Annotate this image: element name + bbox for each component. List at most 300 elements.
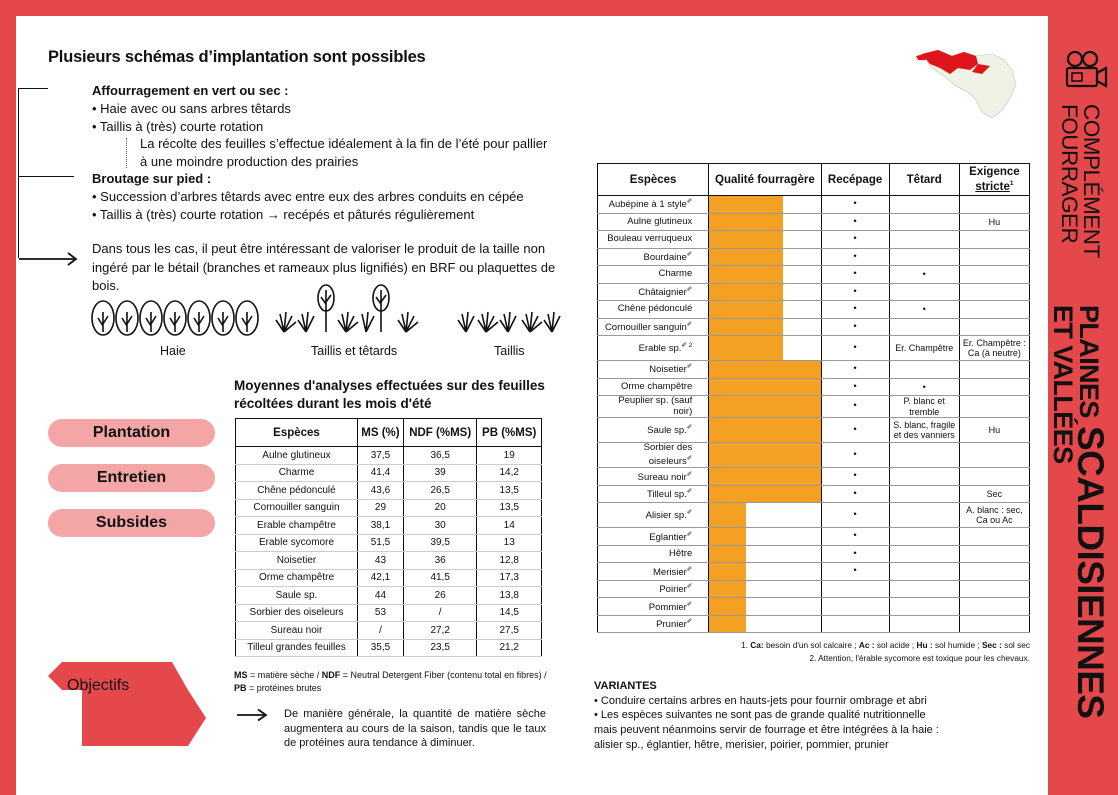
column-header: MS (%) <box>358 419 404 447</box>
table-row <box>236 569 542 587</box>
recepage-cell: • <box>821 468 889 486</box>
note-text: sol sec <box>1001 640 1030 650</box>
species-name-cell <box>598 528 709 546</box>
column-header: PB (%MS) <box>477 419 542 447</box>
quality-bar <box>709 196 782 213</box>
table-cell: Orme champêtre <box>236 569 358 587</box>
species-name-cell <box>598 545 709 563</box>
table-cell: 29 <box>358 499 404 517</box>
table-cell: 12,8 <box>477 552 542 570</box>
table-row <box>236 482 542 500</box>
intro-text: Dans tous les cas, il peut être intéressant de valoriser le produit de la taille non ingéré par le bétail (branches et rameaux plus lignifiés) en BRF ou plaquettes de bois. <box>92 241 556 293</box>
table-row <box>236 534 542 552</box>
species-mark: ✐ <box>686 424 693 432</box>
species-name-cell <box>598 598 709 616</box>
table-cell: 27,2 <box>403 622 477 640</box>
table-cell: Erable champêtre <box>236 517 358 535</box>
species-mark: ✐ <box>686 618 693 626</box>
quality-bar <box>709 249 782 266</box>
species-name: Bourdaine <box>643 252 687 264</box>
quality-cell <box>709 378 821 396</box>
main-title: Plusieurs schémas d’implantation sont possibles <box>48 48 426 66</box>
species-name-cell <box>598 615 709 633</box>
quality-cell <box>709 580 821 598</box>
side-title-line: FOURRAGER <box>1057 104 1082 244</box>
tetard-cell <box>889 563 959 581</box>
quality-cell <box>709 231 821 249</box>
tetard-cell <box>889 213 959 231</box>
exigence-cell <box>959 361 1029 379</box>
variantes-line: alisier sp., églantier, hêtre, merisier, poirier, pommier, prunier <box>594 738 889 751</box>
species-mark: ✐ <box>686 285 693 293</box>
conclusion-arrow-icon <box>236 708 268 722</box>
subsides-button[interactable]: Subsides <box>48 509 215 537</box>
side-title-line: ET VALLÉES <box>1048 305 1078 464</box>
quality-cell <box>709 248 821 266</box>
table-row <box>598 283 1030 301</box>
table-row <box>598 301 1030 319</box>
exigence-cell <box>959 378 1029 396</box>
note-line: à une moindre production des prairies <box>140 154 359 170</box>
exigence-cell <box>959 528 1029 546</box>
tetard-cell: Er. Champêtre <box>889 336 959 361</box>
table-row <box>598 485 1030 503</box>
exigence-cell <box>959 615 1029 633</box>
species-name: Aulne glutineux <box>627 215 693 227</box>
table-cell: 23,5 <box>403 639 477 657</box>
quality-cell <box>709 213 821 231</box>
species-name-cell <box>598 361 709 379</box>
tetard-cell <box>889 196 959 214</box>
quality-cell <box>709 318 821 336</box>
recepage-cell: • <box>821 503 889 528</box>
exigence-cell <box>959 231 1029 249</box>
bracket-line-middle <box>18 176 74 177</box>
list-item: • Haie avec ou sans arbres têtards <box>92 100 291 116</box>
table-cell: 41,4 <box>358 464 404 482</box>
recepage-cell: • <box>821 485 889 503</box>
table-row <box>598 418 1030 443</box>
species-name: Aubépine à 1 style <box>608 199 687 211</box>
tetard-cell <box>889 615 959 633</box>
recepage-cell: • <box>821 318 889 336</box>
table-row <box>236 499 542 517</box>
section-heading: Affourragement en vert ou sec : <box>92 83 289 98</box>
table-cell: 14,5 <box>477 604 542 622</box>
note-text: sol acide ; <box>874 640 917 650</box>
species-name: Pommier <box>648 601 687 613</box>
table-row <box>598 378 1030 396</box>
table-cell: Sorbier des oiseleurs <box>236 604 358 622</box>
species-name-cell <box>598 580 709 598</box>
species-name: Cornouiller sanguin <box>604 322 687 334</box>
variantes-line: • Conduire certains arbres en hauts-jets pour fournir ombrage et abri <box>594 694 927 707</box>
exigence-cell <box>959 196 1029 214</box>
exigence-cell <box>959 443 1029 468</box>
table-row <box>598 231 1030 249</box>
table-cell: Chêne pédonculé <box>236 482 358 500</box>
table-row <box>598 443 1030 468</box>
species-name: Charme <box>658 268 693 279</box>
table-cell: 36 <box>403 552 477 570</box>
recepage-cell: • <box>821 418 889 443</box>
table-cell: 51,5 <box>358 534 404 552</box>
table-row <box>236 552 542 570</box>
side-title-scaldisiennes: SCALDISIENNES <box>1070 426 1111 719</box>
species-name: Chêne pédonculé <box>617 303 693 314</box>
recepage-cell: • <box>821 396 889 418</box>
quality-cell <box>709 468 821 486</box>
quality-bar <box>709 396 820 417</box>
note-text: sol humide ; <box>932 640 983 650</box>
table-cell: 36,5 <box>403 447 477 465</box>
table-row <box>598 266 1030 284</box>
table-cell: Tilleul grandes feuilles <box>236 639 358 657</box>
column-header: NDF (%MS) <box>403 419 477 447</box>
exigence-cell <box>959 598 1029 616</box>
table-row <box>236 639 542 657</box>
table-row <box>598 545 1030 563</box>
note-abbr: Sec : <box>982 640 1002 650</box>
analysis-table <box>235 418 542 657</box>
species-name: Châtaignier <box>638 287 687 299</box>
tetard-cell <box>889 361 959 379</box>
exigence-cell: A. blanc : sec, Ca ou Ac <box>959 503 1029 528</box>
table-header-row <box>236 419 542 447</box>
species-mark: ✐ 2 <box>681 342 693 350</box>
illustration-label-taillis: Taillis <box>494 344 525 358</box>
table-cell: 37,5 <box>358 447 404 465</box>
tetard-cell <box>889 468 959 486</box>
table-row <box>598 615 1030 633</box>
species-name-cell <box>598 468 709 486</box>
quality-cell <box>709 196 821 214</box>
table-row <box>236 447 542 465</box>
recepage-cell: • <box>821 336 889 361</box>
analysis-table-title: Moyennes d'analyses effectuées sur des feuilles récoltées durant les mois d'été <box>234 378 545 411</box>
note-text: besoin d'un sol calcaire ; <box>763 640 859 650</box>
quality-cell <box>709 545 821 563</box>
species-name-cell <box>598 213 709 231</box>
species-mark: ✐ <box>686 363 693 371</box>
recepage-cell <box>821 580 889 598</box>
table-cell: 26 <box>403 587 477 605</box>
table-row <box>598 468 1030 486</box>
table-row <box>598 598 1030 616</box>
table-cell: / <box>403 604 477 622</box>
side-title-complement <box>1058 104 1102 258</box>
column-header: Espèces <box>236 419 358 447</box>
plantation-button[interactable]: Plantation <box>48 419 215 447</box>
exigence-cell: Er. Champêtre : Ca (à neutre) <box>959 336 1029 361</box>
species-mark: ✐ <box>686 250 693 258</box>
quality-cell <box>709 443 821 468</box>
recepage-cell <box>821 598 889 616</box>
species-mark: ✐ <box>686 583 693 591</box>
header-line: Exigence <box>969 166 1020 179</box>
table-row <box>598 580 1030 598</box>
tetard-cell: P. blanc et tremble <box>889 396 959 418</box>
species-name: Poirier <box>659 584 687 596</box>
recepage-cell: • <box>821 248 889 266</box>
table-cell: Sureau noir <box>236 622 358 640</box>
tetard-cell <box>889 443 959 468</box>
species-name-cell <box>598 318 709 336</box>
exigence-cell: Sec <box>959 485 1029 503</box>
section-broutage <box>92 170 572 223</box>
species-name-cell <box>598 196 709 214</box>
header-line: stricte <box>975 180 1010 193</box>
table-row <box>598 503 1030 528</box>
footnote-ref: 1 <box>1009 180 1014 188</box>
recepage-cell: • <box>821 196 889 214</box>
table-cell: 14 <box>477 517 542 535</box>
tetard-cell <box>889 485 959 503</box>
quality-bar <box>709 284 782 301</box>
list-item: • Taillis à (très) courte rotation → recépés et pâturés régulièrement <box>92 206 475 222</box>
recepage-cell: • <box>821 231 889 249</box>
quality-cell <box>709 266 821 284</box>
species-name: Bouleau verruqueux <box>607 233 693 244</box>
tetard-cell: • <box>889 301 959 319</box>
species-name-cell <box>598 563 709 581</box>
species-mark: ✐ <box>686 509 693 517</box>
coppice-icon <box>458 312 560 332</box>
tetard-cell: • <box>889 266 959 284</box>
exigence-cell: Hu <box>959 418 1029 443</box>
quality-bar <box>709 418 820 442</box>
species-mark: ✐ <box>686 320 693 328</box>
quality-bar <box>709 443 820 467</box>
quality-cell <box>709 503 821 528</box>
table-cell: 27,5 <box>477 622 542 640</box>
column-header: Espèces <box>598 164 709 196</box>
quality-cell <box>709 396 821 418</box>
species-table <box>597 163 1030 633</box>
note-text <box>92 135 572 171</box>
belgium-map-icon <box>912 46 1030 122</box>
table-cell: 41,5 <box>403 569 477 587</box>
table-cell: 13 <box>477 534 542 552</box>
note-line: La récolte des feuilles s’effectue idéalement à la fin de l’été pour pallier <box>140 136 548 152</box>
species-name: Hêtre <box>669 547 693 559</box>
species-mark: ✐ <box>686 198 693 206</box>
species-name: Sureau noir <box>637 471 687 483</box>
exigence-cell <box>959 580 1029 598</box>
variantes-heading: VARIANTES <box>594 680 657 692</box>
exigence-cell <box>959 563 1029 581</box>
species-name: Tilleul sp. <box>647 489 687 501</box>
variantes-box <box>594 679 1034 753</box>
table-cell: Saule sp. <box>236 587 358 605</box>
quality-bar <box>709 336 782 360</box>
quality-bar <box>709 214 782 231</box>
species-name-cell <box>598 418 709 443</box>
species-name: Orme champêtre <box>620 380 693 392</box>
table-row <box>236 517 542 535</box>
table-cell: 44 <box>358 587 404 605</box>
objectifs-arrow-shape <box>48 662 218 748</box>
quality-bar <box>709 528 746 545</box>
species-name: Eglantier <box>649 531 687 543</box>
species-mark: ✐ <box>686 470 693 478</box>
quality-bar <box>709 361 820 378</box>
quality-bar <box>709 563 746 580</box>
table-header-row <box>598 164 1030 196</box>
quality-cell <box>709 301 821 319</box>
table-row <box>598 213 1030 231</box>
objectifs-button[interactable] <box>48 662 218 748</box>
table-cell: 53 <box>358 604 404 622</box>
species-name-cell <box>598 301 709 319</box>
recepage-cell: • <box>821 563 889 581</box>
quality-bar <box>709 266 782 283</box>
species-notes <box>620 639 1030 664</box>
objectifs-label: Objectifs <box>67 677 130 694</box>
exigence-cell <box>959 248 1029 266</box>
table-row <box>236 464 542 482</box>
bracket-arrow-icon <box>18 250 78 268</box>
recepage-cell: • <box>821 378 889 396</box>
species-name-cell <box>598 283 709 301</box>
column-header: Qualité fourragère <box>709 164 821 196</box>
table-cell: 13,8 <box>477 587 542 605</box>
quality-cell <box>709 336 821 361</box>
recepage-cell: • <box>821 528 889 546</box>
table-cell: 43 <box>358 552 404 570</box>
table-cell: Cornouiller sanguin <box>236 499 358 517</box>
quality-cell <box>709 528 821 546</box>
exigence-cell <box>959 283 1029 301</box>
table-row <box>236 587 542 605</box>
quality-bar <box>709 231 782 248</box>
recepage-cell: • <box>821 361 889 379</box>
table-cell: Erable sycomore <box>236 534 358 552</box>
table-row <box>598 336 1030 361</box>
legend-abbr: MS <box>234 670 248 680</box>
species-mark: ✐ <box>686 565 693 573</box>
exigence-cell <box>959 301 1029 319</box>
species-name: Saule sp. <box>647 425 687 437</box>
quality-bar <box>709 616 746 633</box>
tetard-cell <box>889 580 959 598</box>
quality-bar <box>709 379 820 396</box>
exigence-cell <box>959 266 1029 284</box>
variantes-line: • Les espèces suivantes ne sont pas de grande qualité nutritionnelle <box>594 709 926 722</box>
tetard-cell: S. blanc, fragile et des vanniers <box>889 418 959 443</box>
quality-bar <box>709 468 820 485</box>
species-mark: ✐ <box>686 530 693 538</box>
quality-cell <box>709 283 821 301</box>
section-affouragement <box>92 82 572 171</box>
recepage-cell: • <box>821 443 889 468</box>
column-header: Têtard <box>889 164 959 196</box>
conclusion-text: De manière générale, la quantité de matière sèche augmentera au cours de la saison, tandis que le taux de protéines aura tendance à diminuer. <box>284 708 546 749</box>
quality-cell <box>709 361 821 379</box>
exigence-cell <box>959 318 1029 336</box>
table-cell: 20 <box>403 499 477 517</box>
side-title-line: PLAINES <box>1074 305 1104 418</box>
species-name-cell <box>598 266 709 284</box>
species-name: Merisier <box>653 566 687 578</box>
recepage-cell: • <box>821 301 889 319</box>
tetard-cell: • <box>889 378 959 396</box>
table-cell: 21,2 <box>477 639 542 657</box>
table-row <box>598 563 1030 581</box>
table-cell: 17,3 <box>477 569 542 587</box>
table-cell: 39,5 <box>403 534 477 552</box>
list-item: • Succession d’arbres têtards avec entre eux des arbres conduits en cépée <box>92 188 524 204</box>
note-abbr: Hu : <box>916 640 933 650</box>
quality-cell <box>709 563 821 581</box>
tetard-cell <box>889 231 959 249</box>
illustration-label-haie: Haie <box>160 344 186 358</box>
quality-cell <box>709 485 821 503</box>
quality-cell <box>709 615 821 633</box>
table-cell: 13,5 <box>477 499 542 517</box>
video-camera-icon <box>1062 49 1108 91</box>
recepage-cell: • <box>821 213 889 231</box>
legend-abbr: NDF <box>321 670 341 680</box>
tetard-cell <box>889 598 959 616</box>
list-item: • Taillis à (très) courte rotation <box>92 118 264 134</box>
tetard-cell <box>889 318 959 336</box>
note-line: 2. Attention, l'érable sycomore est toxique pour les chevaux. <box>809 652 1030 663</box>
table-cell: 26,5 <box>403 482 477 500</box>
bracket-line-vertical <box>18 88 19 258</box>
species-name-cell <box>598 485 709 503</box>
quality-bar <box>709 546 746 563</box>
recepage-cell: • <box>821 283 889 301</box>
table-row <box>598 248 1030 266</box>
table-row <box>598 528 1030 546</box>
column-header <box>959 164 1029 196</box>
quality-bar <box>709 581 746 598</box>
recepage-cell: • <box>821 266 889 284</box>
table-row <box>598 318 1030 336</box>
note-abbr: Ac : <box>858 640 875 650</box>
species-name-cell <box>598 396 709 418</box>
quality-bar <box>709 319 782 336</box>
variantes-line: mais peuvent néanmoins servir de fourrage et être intégrées à la haie : <box>594 724 939 737</box>
species-name: Prunier <box>656 619 687 631</box>
recepage-cell: • <box>821 545 889 563</box>
bracket-line-top <box>18 88 48 89</box>
species-name: Erable sp. <box>638 343 682 355</box>
table-cell: 35,5 <box>358 639 404 657</box>
exigence-cell <box>959 468 1029 486</box>
table-cell: 42,1 <box>358 569 404 587</box>
quality-bar <box>709 598 746 615</box>
table-row <box>236 622 542 640</box>
quality-bar <box>709 503 746 527</box>
species-name-cell <box>598 231 709 249</box>
exigence-cell <box>959 545 1029 563</box>
table-row <box>236 604 542 622</box>
species-name: Peuplier sp. (sauf noir) <box>618 395 693 417</box>
tetard-cell <box>889 283 959 301</box>
species-name-cell <box>598 336 709 361</box>
entretien-button[interactable]: Entretien <box>48 464 215 492</box>
table-cell: 39 <box>403 464 477 482</box>
table-cell: 19 <box>477 447 542 465</box>
tetard-cell <box>889 545 959 563</box>
legend-abbr: PB <box>234 683 247 693</box>
note-line <box>620 639 1030 652</box>
table-row <box>598 196 1030 214</box>
table-row <box>598 396 1030 418</box>
hedge-icon <box>92 301 258 335</box>
